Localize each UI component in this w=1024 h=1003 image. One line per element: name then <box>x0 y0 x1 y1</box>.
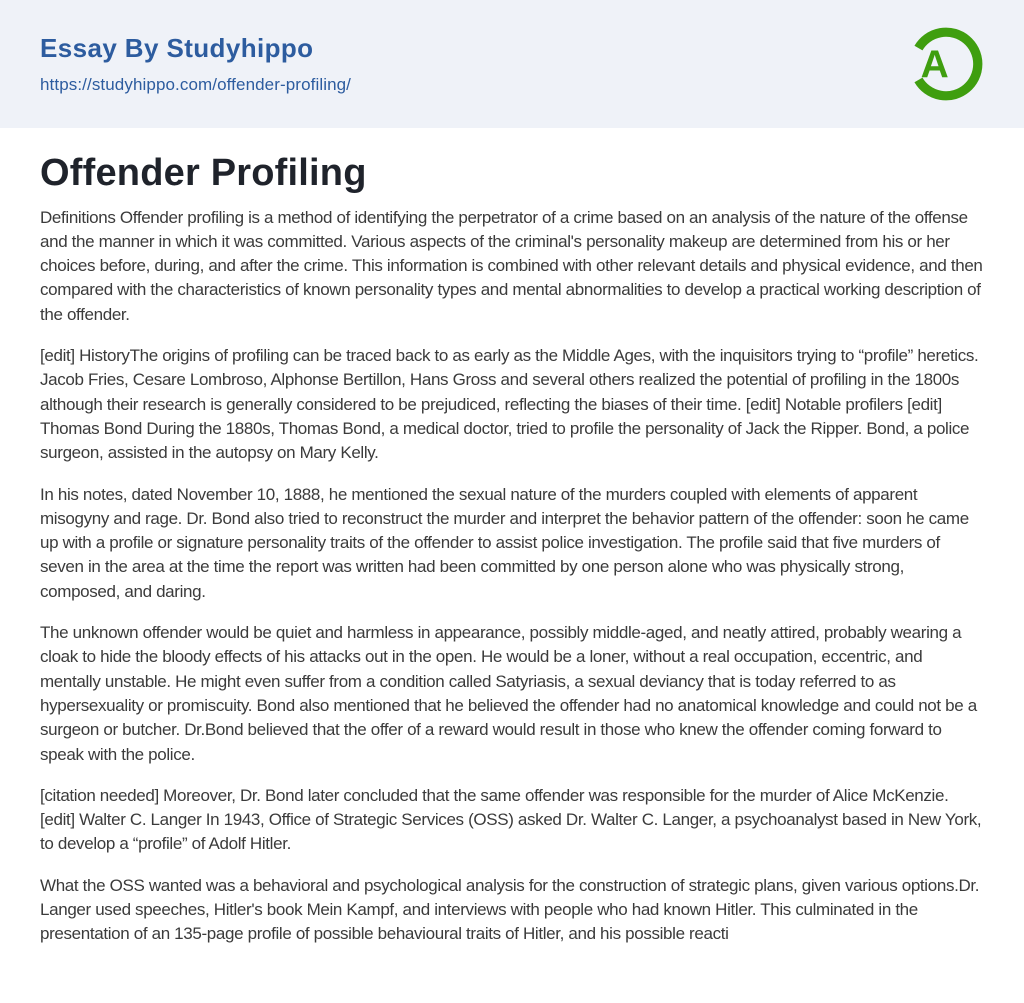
essay-body <box>0 151 1024 947</box>
essay-paragraph: [edit] HistoryThe origins of profiling can be traced back to as early as the Middle Ages, with the inquisitors trying to “profile” heretics. Jacob Fries, Cesare Lombroso, Alphonse Bertillon, Hans Gross and several others realized the potential of profiling in the 1800s although their research is generally considered to be prejudiced, reflecting the biases of their time. [edit] Notable profilers [edit] Thomas Bond During the 1880s, Thomas Bond, a medical doctor, tried to profile the personality of Jack the Ripper. Bond, a police surgeon, assisted in the autopsy on Mary Kelly. <box>40 346 979 463</box>
essay-paragraph: The unknown offender would be quiet and harmless in appearance, possibly middle-aged, and neatly attired, probably wearing a cloak to hide the bloody effects of his attacks out in the open. He would be a loner, without a real occupation, eccentric, and mentally unstable. He might even suffer from a condition called Satyriasis, a sexual deviancy that is today referred to as hypersexuality or promiscuity. Bond also mentioned that he believed the offender had no anatomical knowledge and could not be a surgeon or butcher. Dr.Bond believed that the offer of a reward would result in those who knew the offender coming forward to speak with the police. <box>40 623 977 764</box>
essay-paragraph: What the OSS wanted was a behavioral and psychological analysis for the construction of strategic plans, given various options.Dr. Langer used speeches, Hitler's book Mein Kampf, and interviews with people who had known Hitler. This culminated in the presentation of an 135-page profile of possible behavioural traits of Hitler, and his possible reacti <box>40 875 980 944</box>
header-text-block <box>40 33 351 95</box>
essay-paragraph: [citation needed] Moreover, Dr. Bond later concluded that the same offender was responsible for the murder of Alice McKenzie. [edit] Walter C. Langer In 1943, Office of Strategic Services (OSS) asked Dr. Walter C. Langer, a psychoanalyst based in New York, to develop a “profile” of Adolf Hitler. <box>40 785 982 854</box>
studyhippo-logo <box>906 24 986 104</box>
essay-paragraph: In his notes, dated November 10, 1888, he mentioned the sexual nature of the murders coupled with elements of apparent misogyny and rage. Dr. Bond also tried to reconstruct the murder and interpret the behavior pattern of the offender: soon he came up with a profile or signature personality traits of the offender to assist police investigation. The profile said that five murders of seven in the area at the time the report was written had been committed by one person alone who was physically strong, composed, and daring. <box>40 484 969 601</box>
logo-letter: A <box>920 43 949 87</box>
essay-url-link[interactable]: https://studyhippo.com/offender-profiling/ <box>40 75 352 94</box>
page-header <box>0 0 1024 128</box>
essay-title: Offender Profiling <box>40 152 367 194</box>
essay-paragraph: Definitions Offender profiling is a method of identifying the perpetrator of a crime based on an analysis of the nature of the offense and the manner in which it was committed. Various aspects of the criminal's personality makeup are determined from his or her choices before, during, and after the crime. This information is combined with other relevant details and physical evidence, and then compared with the characteristics of known personality types and mental abnormalities to develop a practical working description of the offender. <box>40 207 983 324</box>
site-title: Essay By Studyhippo <box>40 33 314 63</box>
logo-a-ring-icon <box>906 24 986 104</box>
